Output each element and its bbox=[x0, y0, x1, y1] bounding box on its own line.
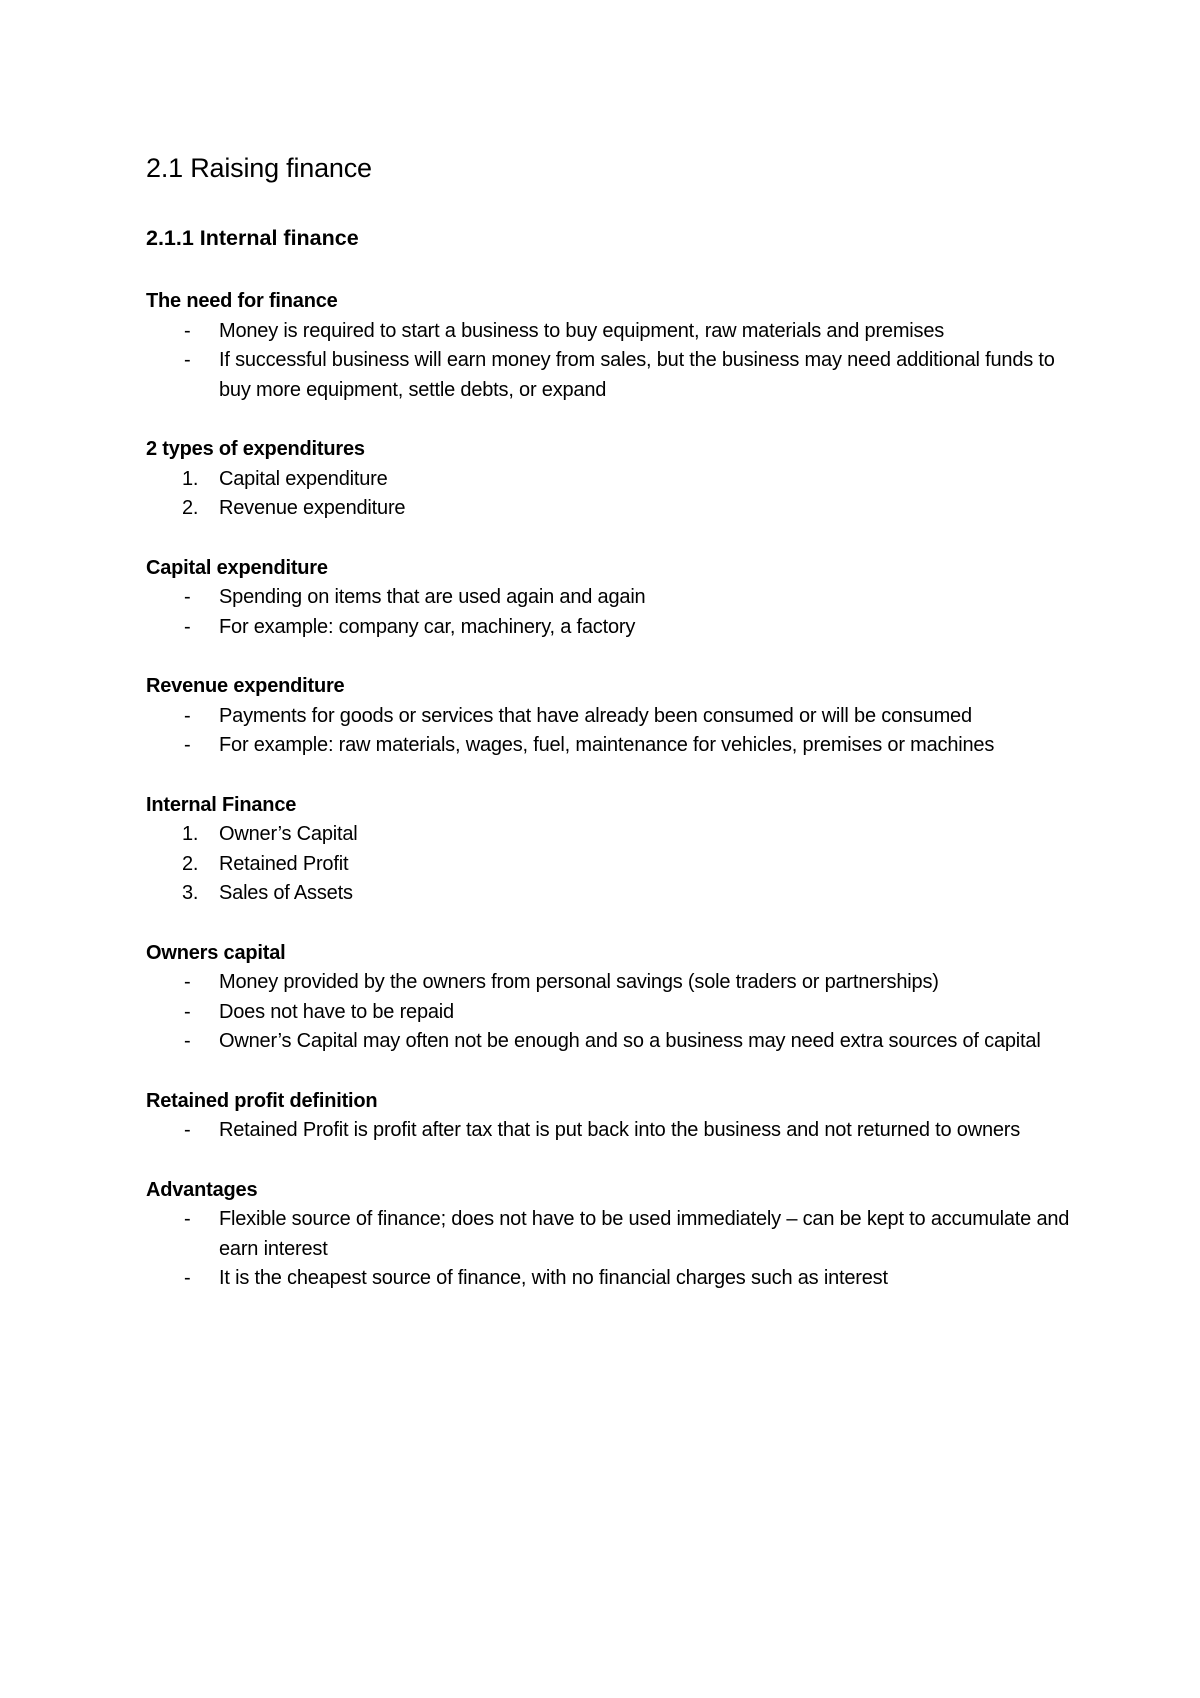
dash-marker: - bbox=[184, 704, 191, 727]
list-item-text: Does not have to be repaid bbox=[219, 1000, 454, 1023]
list-item-text: For example: raw materials, wages, fuel, maintenance for vehicles, premises or machines bbox=[219, 734, 995, 756]
list-item-text: Payments for goods or services that have already been consumed or will be consumed bbox=[219, 704, 972, 727]
list-item-text: Money provided by the owners from personal savings (sole traders or partnerships) bbox=[219, 971, 939, 993]
list-item-text: Retained Profit is profit after tax that is put back into the business and not returned to owners bbox=[219, 1119, 1021, 1141]
list-item-text: Spending on items that are used again and again bbox=[219, 586, 646, 608]
section-heading: Advantages bbox=[146, 1178, 258, 1201]
page-title: 2.1 Raising finance bbox=[146, 153, 372, 183]
list-item-text: Revenue expenditure bbox=[219, 497, 406, 519]
list-item-text: If successful business will earn money from sales, but the business may need additional funds to buy more equipment, settle debts, or expand bbox=[219, 349, 1055, 401]
section bbox=[146, 287, 1076, 405]
section-heading: Retained profit definition bbox=[146, 1089, 378, 1112]
section bbox=[146, 1176, 1076, 1294]
numbered-list bbox=[146, 820, 1076, 909]
dash-marker: - bbox=[184, 349, 191, 371]
dash-marker: - bbox=[184, 1000, 191, 1023]
dash-marker: - bbox=[184, 586, 191, 608]
numbered-list bbox=[146, 465, 1076, 524]
list-item bbox=[146, 731, 1076, 761]
list-item bbox=[146, 583, 1076, 613]
sections-container bbox=[146, 287, 1076, 1294]
section bbox=[146, 435, 1076, 524]
document-content bbox=[146, 148, 1076, 1294]
list-item bbox=[146, 850, 1076, 880]
bullet-list bbox=[146, 583, 1076, 642]
list-item bbox=[146, 998, 1076, 1028]
section bbox=[146, 939, 1076, 1057]
list-item-text: Owner’s Capital bbox=[219, 823, 358, 845]
bullet-list bbox=[146, 317, 1076, 406]
list-item bbox=[146, 1027, 1076, 1057]
dash-marker: - bbox=[184, 615, 191, 638]
list-item bbox=[146, 1116, 1076, 1146]
list-item bbox=[146, 968, 1076, 998]
list-item-text: For example: company car, machinery, a factory bbox=[219, 615, 636, 638]
dash-marker: - bbox=[184, 1119, 191, 1141]
section bbox=[146, 1087, 1076, 1146]
section-heading: The need for finance bbox=[146, 290, 338, 312]
dash-marker: - bbox=[184, 1267, 191, 1289]
list-item bbox=[146, 879, 1076, 909]
list-item bbox=[146, 702, 1076, 732]
bullet-list bbox=[146, 1205, 1076, 1294]
list-item bbox=[146, 820, 1076, 850]
list-item-text: Retained Profit bbox=[219, 852, 349, 875]
list-number: 3. bbox=[182, 882, 199, 904]
bullet-list bbox=[146, 1116, 1076, 1146]
list-item bbox=[146, 1205, 1076, 1264]
list-number: 2. bbox=[182, 852, 199, 875]
list-item bbox=[146, 1264, 1076, 1294]
list-item-text: Capital expenditure bbox=[219, 467, 388, 490]
list-item bbox=[146, 317, 1076, 347]
dash-marker: - bbox=[184, 734, 191, 756]
list-number: 1. bbox=[182, 467, 199, 490]
section-heading: 2 types of expenditures bbox=[146, 438, 365, 460]
dash-marker: - bbox=[184, 971, 191, 993]
list-number: 2. bbox=[182, 497, 199, 519]
list-item bbox=[146, 613, 1076, 643]
section-heading: Internal Finance bbox=[146, 793, 297, 816]
bullet-list bbox=[146, 968, 1076, 1057]
list-number: 1. bbox=[182, 823, 199, 845]
list-item-text: Money is required to start a business to buy equipment, raw materials and premises bbox=[219, 319, 945, 342]
bullet-list bbox=[146, 702, 1076, 761]
list-item-text: It is the cheapest source of finance, with no financial charges such as interest bbox=[219, 1267, 888, 1289]
dash-marker: - bbox=[184, 1208, 191, 1230]
list-item-text: Owner’s Capital may often not be enough and so a business may need extra sources of capital bbox=[219, 1030, 1041, 1052]
list-item bbox=[146, 465, 1076, 495]
section-heading: Capital expenditure bbox=[146, 556, 328, 579]
dash-marker: - bbox=[184, 319, 191, 342]
section-heading: Revenue expenditure bbox=[146, 675, 345, 697]
list-item-text: Flexible source of finance; does not have to be used immediately – can be kept to accumulate and earn interest bbox=[219, 1208, 1070, 1260]
section bbox=[146, 554, 1076, 643]
list-item bbox=[146, 494, 1076, 524]
dash-marker: - bbox=[184, 1030, 191, 1052]
list-item bbox=[146, 346, 1076, 405]
section bbox=[146, 672, 1076, 761]
list-item-text: Sales of Assets bbox=[219, 882, 353, 904]
section bbox=[146, 791, 1076, 909]
section-subtitle: 2.1.1 Internal finance bbox=[146, 226, 359, 250]
section-heading: Owners capital bbox=[146, 941, 286, 964]
